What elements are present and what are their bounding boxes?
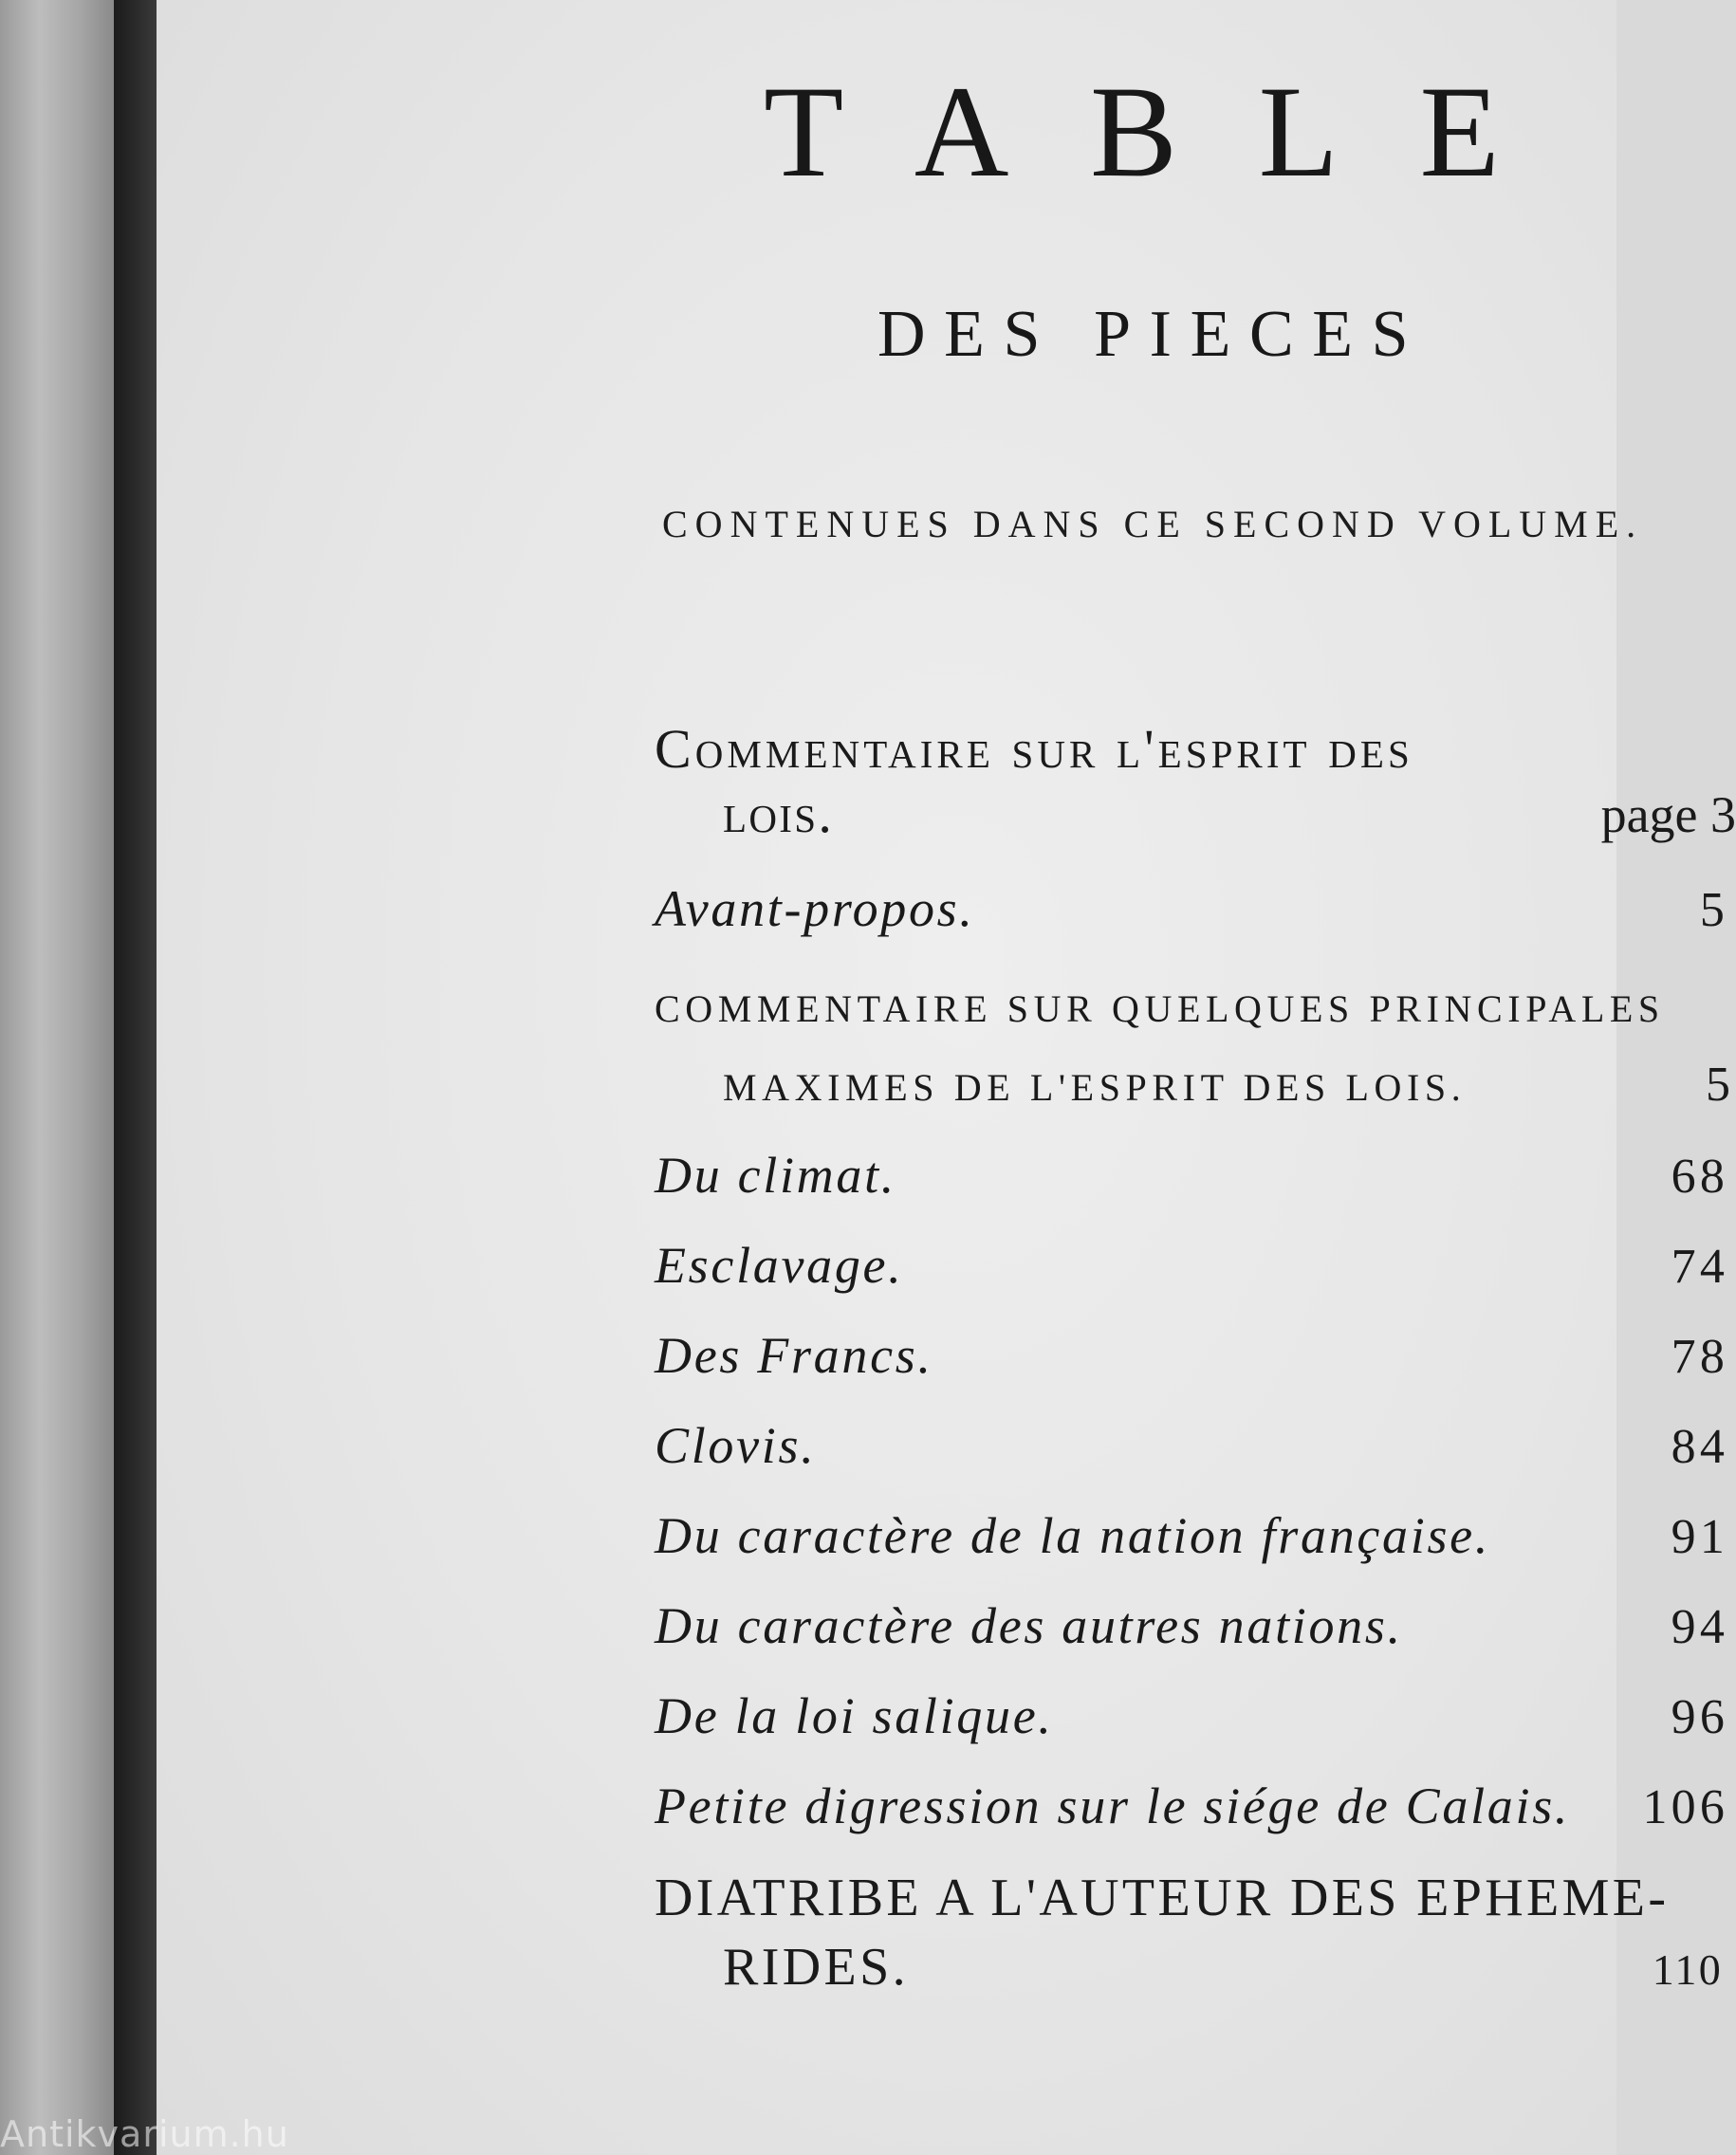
page-subtitle: DES PIECES [877,298,1428,371]
toc-entry [655,1146,1736,1204]
binding-edge [114,0,157,2155]
toc-entry-page: 74 [1671,1239,1728,1294]
toc-entry-page: 78 [1671,1329,1728,1384]
toc-entry [655,1867,1736,1999]
toc-entry-page: 96 [1671,1689,1728,1744]
toc-entry [655,1416,1736,1474]
table-of-contents [655,716,1736,1999]
toc-entry-page: 91 [1671,1509,1728,1564]
toc-entry-page: 5 [1706,1058,1730,1113]
toc-entry-label: Du caractère de la nation française. [655,1506,1491,1564]
toc-entry [655,985,1736,1117]
toc-entry-label: Esclavage. [655,1236,904,1294]
toc-entry-label: COMMENTAIRE SUR QUELQUES PRINCIPALES [655,987,1665,1031]
toc-entry [655,1236,1736,1294]
toc-entry-label: De la loi salique. [655,1686,1054,1744]
toc-entry-label: Clovis. [655,1416,817,1474]
toc-entry [655,1777,1736,1834]
toc-entry [655,1596,1736,1654]
watermark-text: Antikvarium.hu [0,2113,289,2155]
toc-entry-page: 110 [1652,1945,1723,1995]
book-page [157,0,1736,2155]
toc-entry-label: Avant-propos. [655,880,975,938]
toc-entry-page: 84 [1671,1419,1728,1474]
toc-entry-label: Du climat. [655,1146,896,1204]
volume-caption: CONTENUES DANS CE SECOND VOLUME. [662,503,1644,545]
toc-entry-label: DIATRIBE A L'AUTEUR DES EPHEME- [655,1868,1670,1927]
toc-entry [655,880,1736,938]
page-title: TABLE [764,59,1581,204]
toc-entry [655,1686,1736,1744]
toc-entry [655,716,1736,845]
toc-entry-page: 94 [1671,1599,1728,1654]
toc-entry-page: page 3 [1600,785,1736,843]
toc-entry-label-cont: lois. [723,782,835,844]
toc-entry-label: Du caractère des autres nations. [655,1596,1403,1654]
toc-entry [655,1326,1736,1384]
toc-entry-page: 68 [1671,1149,1728,1204]
toc-entry-label: Petite digression sur le siége de Calais. [655,1777,1571,1834]
toc-entry-page: 5 [1699,883,1728,938]
book-spine [0,0,114,2155]
toc-entry-label: Des Francs. [655,1326,933,1384]
toc-entry-label-cont: RIDES. [723,1938,909,1998]
toc-entry-label: Commentaire sur l'esprit des [655,718,1413,780]
toc-entry-page: 106 [1642,1779,1728,1834]
toc-entry [655,1506,1736,1564]
toc-entry-label-cont: MAXIMES DE L'ESPRIT DES LOIS. [723,1066,1467,1110]
